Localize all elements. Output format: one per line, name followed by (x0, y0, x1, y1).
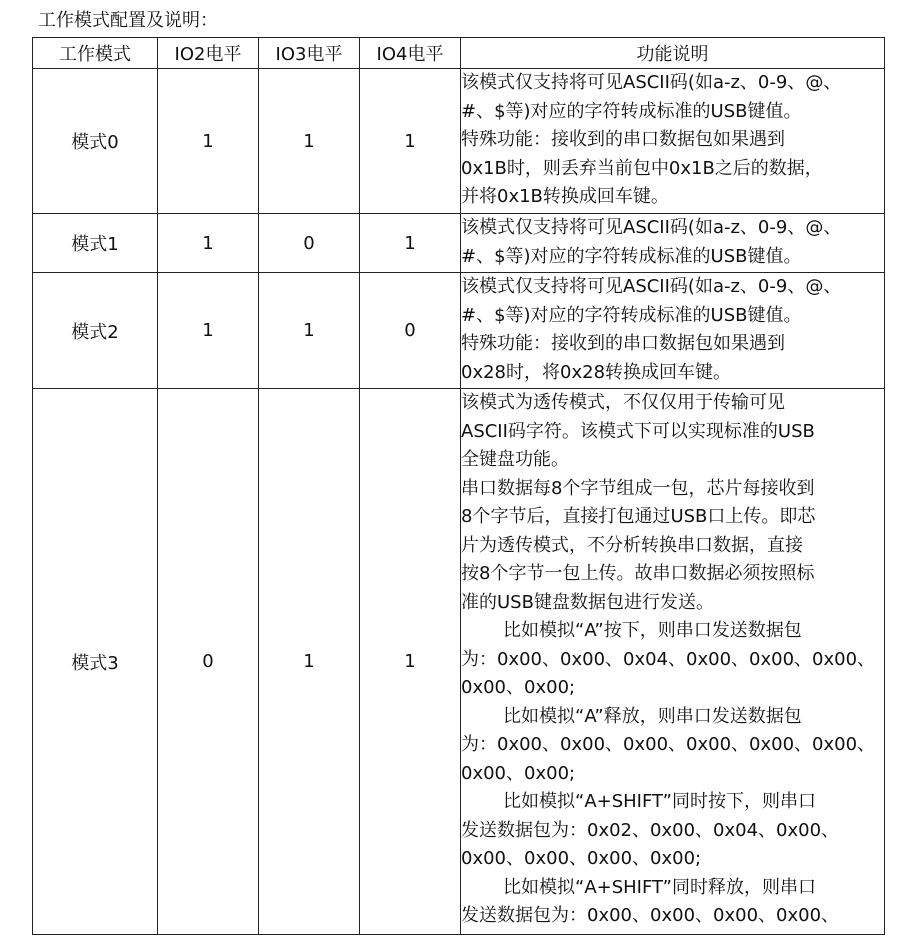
io3-cell: 1 (259, 69, 360, 214)
description-line: 该模式仅支持将可见ASCII码(如a-z、0-9、@、 (461, 217, 842, 238)
description-line: 该模式仅支持将可见ASCII码(如a-z、0-9、@、 (461, 72, 842, 93)
header-mode: 工作模式 (33, 38, 158, 69)
description-line: 0x28时，将0x28转换成回车键。 (461, 361, 732, 383)
description-line: ASCII码字符。该模式下可以实现标准的USB (461, 420, 815, 442)
mode-cell: 模式0 (33, 69, 158, 214)
description-line: 该模式仅支持将可见ASCII码(如a-z、0-9、@、 (461, 276, 842, 297)
description-line: 0x1B时，则丢弃当前包中0x1B之后的数据， (461, 157, 823, 179)
description-line: 片为透传模式，不分析转换串口数据，直接 (461, 534, 803, 556)
header-io3: IO3电平 (259, 38, 360, 69)
io3-cell: 0 (259, 214, 360, 273)
description-line: 发送数据包为：0x00、0x00、0x00、0x00、 (461, 905, 840, 926)
description-line: 该模式为透传模式，不仅仅用于传输可见 (461, 392, 785, 413)
io4-cell: 1 (360, 214, 461, 273)
description-line: 0x00、0x00; (461, 677, 576, 698)
header-row (33, 38, 885, 69)
description-cell (461, 214, 885, 273)
description-line: 比如模拟“A+SHIFT”同时释放，则串口 (503, 876, 816, 898)
io2-cell: 0 (158, 389, 259, 935)
io4-cell: 1 (360, 389, 461, 935)
io3-cell: 1 (259, 389, 360, 935)
description-line: 发送数据包为：0x02、0x00、0x04、0x00、 (461, 819, 840, 841)
description-line: 串口数据每8个字节组成一包，芯片每接收到 (461, 477, 815, 499)
mode-cell: 模式1 (33, 214, 158, 273)
description-line: 全键盘功能。 (461, 449, 569, 470)
header-io2: IO2电平 (158, 38, 259, 69)
description-line: 准的USB键盘数据包进行发送。 (461, 591, 714, 613)
description-line: 按8个字节一包上传。故串口数据必须按照标 (461, 563, 815, 584)
mode-config-table (32, 37, 885, 935)
description-line: 特殊功能：接收到的串口数据包如果遇到 (461, 333, 785, 354)
mode-cell: 模式3 (33, 389, 158, 935)
description-line: 比如模拟“A”按下，则串口发送数据包 (503, 620, 802, 641)
io4-cell: 0 (360, 273, 461, 389)
description-line: 比如模拟“A”释放，则串口发送数据包 (503, 705, 802, 727)
description-line: 为：0x00、0x00、0x04、0x00、0x00、0x00、 (461, 648, 876, 670)
description-cell (461, 69, 885, 214)
description-line: 比如模拟“A+SHIFT”同时按下，则串口 (503, 791, 816, 812)
table-row (33, 389, 885, 935)
description-line: 并将0x1B转换成回车键。 (461, 186, 669, 207)
io3-cell: 1 (259, 273, 360, 389)
description-line: 特殊功能：接收到的串口数据包如果遇到 (461, 129, 785, 150)
description-line: #、$等)对应的字符转成标准的USB键值。 (461, 245, 802, 267)
table-row (33, 273, 885, 389)
header-io4: IO4电平 (360, 38, 461, 69)
description-line: #、$等)对应的字符转成标准的USB键值。 (461, 304, 802, 326)
io2-cell: 1 (158, 69, 259, 214)
description-cell (461, 273, 885, 389)
io2-cell: 1 (158, 273, 259, 389)
io4-cell: 1 (360, 69, 461, 214)
table-caption: 工作模式配置及说明： (38, 10, 218, 31)
mode-cell: 模式2 (33, 273, 158, 389)
description-line: #、$等)对应的字符转成标准的USB键值。 (461, 100, 802, 122)
table-row (33, 69, 885, 214)
description-line: 为：0x00、0x00、0x00、0x00、0x00、0x00、 (461, 734, 876, 755)
description-line: 0x00、0x00、0x00、0x00; (461, 848, 702, 869)
io2-cell: 1 (158, 214, 259, 273)
description-line: 8个字节后，直接打包通过USB口上传。即芯 (461, 506, 816, 527)
description-line: 0x00、0x00; (461, 762, 576, 784)
table-row (33, 214, 885, 273)
header-description: 功能说明 (461, 38, 885, 69)
description-cell (461, 389, 885, 935)
